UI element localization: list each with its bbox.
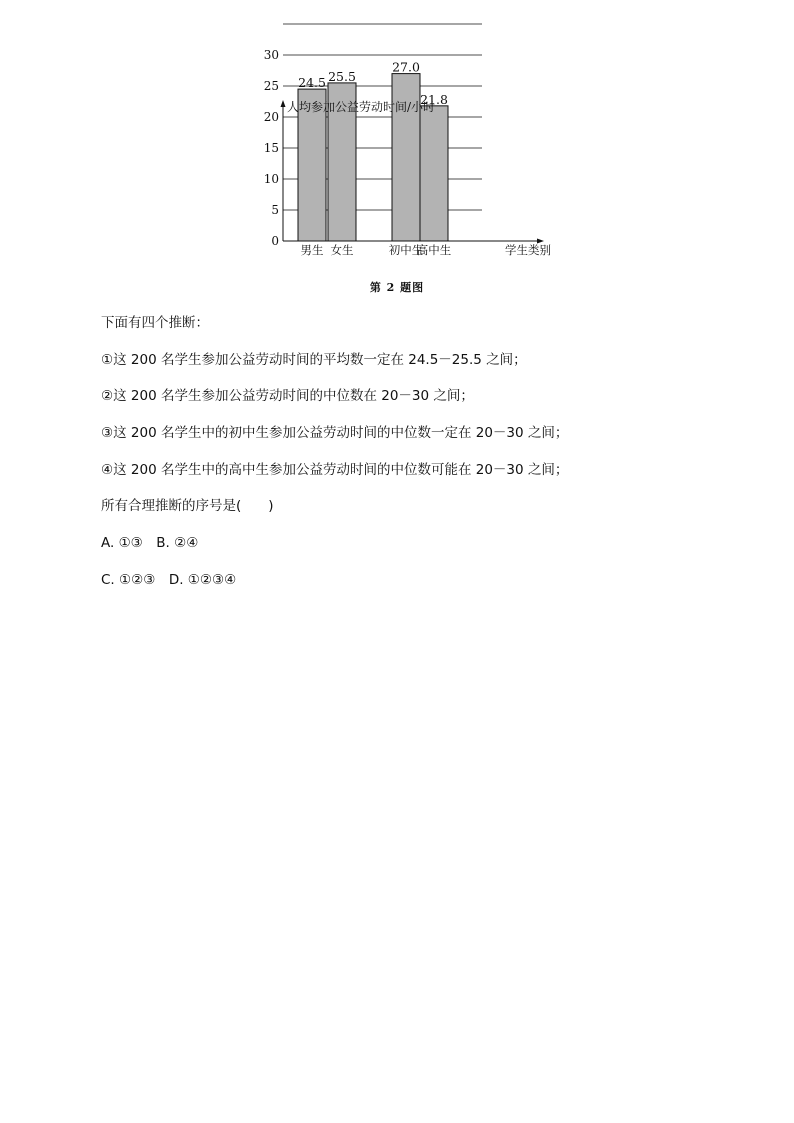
y-tick-labels <box>264 48 279 248</box>
category-label: 高中生 <box>416 243 452 257</box>
statement-3: ③这 200 名学生中的初中生参加公益劳动时间的中位数一定在 20－30 之间； <box>101 425 569 441</box>
y-axis-arrow <box>281 100 286 107</box>
y-tick-label: 10 <box>263 172 279 186</box>
bar-value-label: 24.5 <box>298 75 326 91</box>
question-intro: 下面有四个推断： <box>101 315 209 331</box>
y-tick-label: 30 <box>263 48 279 62</box>
statement-2: ②这 200 名学生参加公益劳动时间的中位数在 20－30 之间； <box>101 388 474 404</box>
options-line-1: A. ①③ B. ②④ <box>101 535 199 551</box>
category-label: 初中生 <box>388 243 424 257</box>
y-tick-label: 25 <box>263 79 279 93</box>
category-label: 女生 <box>330 243 354 257</box>
y-tick-label: 5 <box>271 203 279 217</box>
bar <box>392 74 420 241</box>
x-axis-label: 学生类别 <box>505 243 551 257</box>
y-tick-label: 0 <box>271 234 279 248</box>
statement-4: ④这 200 名学生中的高中生参加公益劳动时间的中位数可能在 20－30 之间； <box>101 462 569 478</box>
figure-caption: 第 2 题图 <box>369 281 425 294</box>
bar <box>420 106 448 241</box>
category-labels <box>301 243 452 257</box>
bar-chart-svg <box>256 48 551 264</box>
bar-value-label: 25.5 <box>328 68 356 84</box>
bar-value-label: 21.8 <box>420 91 448 107</box>
bar-chart <box>256 48 551 264</box>
options-line-2: C. ①②③ D. ①②③④ <box>101 572 237 588</box>
y-axis-label: 人均参加公益劳动时间/小时 <box>287 100 436 114</box>
y-tick-label: 15 <box>263 141 279 155</box>
statement-1: ①这 200 名学生参加公益劳动时间的平均数一定在 24.5－25.5 之间； <box>101 352 527 368</box>
question-prompt: 所有合理推断的序号是( ) <box>101 498 274 514</box>
category-label: 男生 <box>300 243 324 257</box>
bar-value-label: 27.0 <box>392 59 420 75</box>
y-tick-label: 20 <box>263 110 279 124</box>
